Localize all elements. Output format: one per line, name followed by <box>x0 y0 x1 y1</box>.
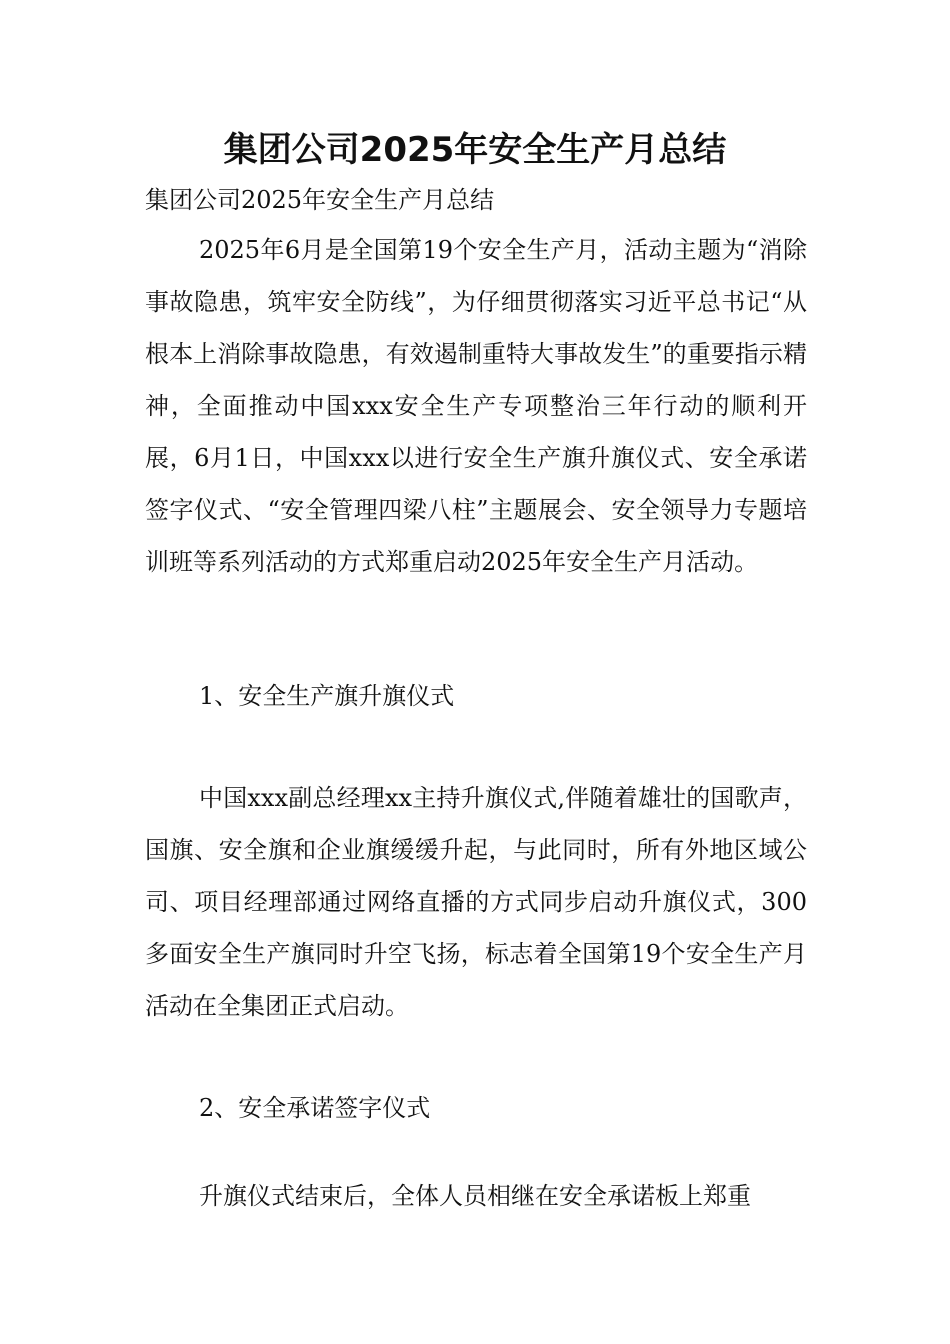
section-heading-flag-raising: 1、安全生产旗升旗仪式 <box>199 682 455 710</box>
intro-paragraph: 2025年6月是全国第19个安全生产月，活动主题为“消除事故隐患，筑牢安全防线”，为仔细贯彻落实习近平总书记“从根本上消除事故隐患，有效遏制重特大事故发生”的重要指示精神，全面推动中国xxx安全生产专项整治三年行动的顺利开展，6月1日，中国xxx以进行安全生产旗升旗仪式、安全承诺签字仪式、“安全管理四梁八柱”主题展会、安全领导力专题培训班等系列活动的方式郑重启动2025年安全生产月活动。 <box>145 236 807 576</box>
section-body-flag-raising: 中国xxx副总经理xx主持升旗仪式,伴随着雄壮的国歌声，国旗、安全旗和企业旗缓缓升起，与此同时，所有外地区域公司、项目经理部通过网络直播的方式同步启动升旗仪式，300多面安全生产旗同时升空飞扬，标志着全国第19个安全生产月活动在全集团正式启动。 <box>145 784 807 1020</box>
document-subtitle: 集团公司2025年安全生产月总结 <box>145 186 495 214</box>
section-body-safety-pledge: 升旗仪式结束后，全体人员相继在安全承诺板上郑重 <box>199 1182 751 1210</box>
document-title: 集团公司2025年安全生产月总结 <box>223 130 727 170</box>
section-heading-safety-pledge: 2、安全承诺签字仪式 <box>199 1094 431 1122</box>
